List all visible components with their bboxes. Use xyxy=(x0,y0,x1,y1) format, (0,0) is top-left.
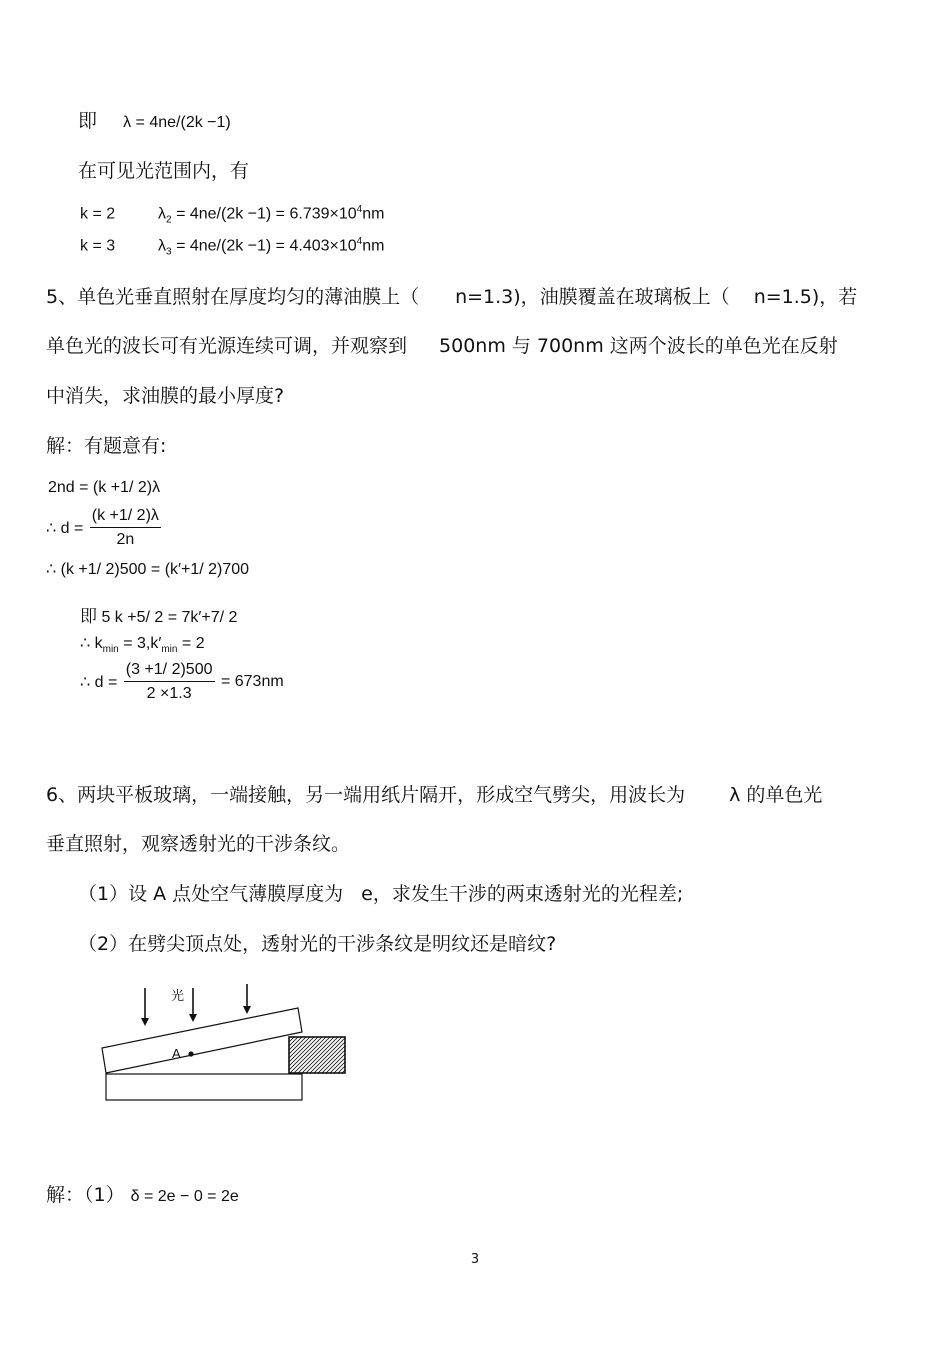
k2-lambda: λ xyxy=(158,205,167,223)
q5-eq-2-fraction xyxy=(90,506,161,550)
q5-eq-6-result: = 673nm xyxy=(220,673,284,690)
q5-eq-2 xyxy=(46,506,163,550)
q5-eq-6-fraction xyxy=(124,660,215,704)
q5-eq-5-c: = 2 xyxy=(177,635,205,652)
light-arrow-1-head xyxy=(141,1018,149,1026)
k3-unit: nm xyxy=(362,237,385,255)
q6-line-2: 垂直照射，观察透射光的干涉条纹。 xyxy=(46,833,351,855)
q5-text-c: n=1.5)，若 xyxy=(753,286,858,308)
paper-spacer xyxy=(289,1037,345,1073)
q5-line-2 xyxy=(46,331,838,358)
q5-eq-4-body: 5 k +5/ 2 = 7k′+7/ 2 xyxy=(101,609,238,626)
q5-eq-5 xyxy=(80,633,205,655)
q5-eq-1: 2nd = (k +1/ 2)λ xyxy=(48,479,161,496)
q5-eq-5-sub2: min xyxy=(161,644,178,656)
formula-line-1 xyxy=(78,106,231,133)
q5-solution-label: 解：有题意有: xyxy=(46,435,167,457)
bottom-glass-plate xyxy=(106,1074,302,1100)
q6-text-b: λ 的单色光 xyxy=(729,784,823,806)
q6-solution xyxy=(46,1180,239,1207)
q5-text-d: 单色光的波长可有光源连续可调，并观察到 xyxy=(46,335,408,357)
light-label: 光 xyxy=(171,989,185,1004)
formula-lambda: λ = 4ne/(2k −1) xyxy=(123,114,231,131)
q5-line-1 xyxy=(46,282,857,309)
k3-eq: = 4ne/(2k −1) = 4.403×10 xyxy=(176,237,357,255)
q6-text-a: 6、两块平板玻璃，一端接触，另一端用纸片隔开，形成空气劈尖，用波长为 xyxy=(46,784,686,806)
k2-sub: 2 xyxy=(166,214,172,226)
top-glass-plate xyxy=(102,1008,302,1073)
formula-k3 xyxy=(80,236,384,258)
k3-lambda: λ xyxy=(158,237,167,255)
q5-eq-5-a: ∴ k xyxy=(80,635,103,652)
q6-part-2: （2）在劈尖顶点处，透射光的干涉条纹是明纹还是暗纹? xyxy=(78,933,557,955)
q6-part-1-b: e，求发生干涉的两束透射光的光程差; xyxy=(361,883,684,905)
q5-eq-6-denominator: 2 ×1.3 xyxy=(146,685,192,702)
q5-eq-3: ∴ (k +1/ 2)500 = (k′+1/ 2)700 xyxy=(46,561,250,578)
q5-eq-5-b: = 3,k′ xyxy=(118,635,162,652)
q6-part-1 xyxy=(78,879,683,906)
k2-unit: nm xyxy=(362,205,385,223)
visible-range-line: 在可见光范围内，有 xyxy=(78,160,250,182)
k3-label: k = 3 xyxy=(80,237,116,255)
q6-line-1 xyxy=(46,780,822,807)
k3-exp: 4 xyxy=(356,236,363,247)
q5-line-3: 中消失，求油膜的最小厚度? xyxy=(46,385,285,407)
q6-part-1-a: （1）设 A 点处空气薄膜厚度为 xyxy=(78,883,344,905)
q5-eq-5-sub1: min xyxy=(102,644,119,656)
q5-eq-6-numerator: (3 +1/ 2)500 xyxy=(124,660,215,682)
q5-eq-4-prefix: 即 xyxy=(80,607,97,626)
q6-solution-eq: δ = 2e − 0 = 2e xyxy=(130,1188,239,1205)
q5-eq-2-denominator: 2n xyxy=(116,531,135,548)
point-a-label: A xyxy=(172,1046,181,1061)
k2-eq: = 4ne/(2k −1) = 6.739×10 xyxy=(176,205,357,223)
light-arrow-2-head xyxy=(189,1014,197,1022)
q5-text-b: n=1.3)，油膜覆盖在玻璃板上（ xyxy=(455,286,730,308)
k3-sub: 3 xyxy=(166,246,172,258)
formula-prefix: 即 xyxy=(78,110,98,132)
q5-eq-6-prefix: ∴ d = xyxy=(80,674,118,691)
page-number: 3 xyxy=(470,1252,480,1267)
q5-text-a: 5、单色光垂直照射在厚度均匀的薄油膜上（ xyxy=(46,286,420,308)
q5-eq-4 xyxy=(80,602,237,627)
q5-eq-2-prefix: ∴ d = xyxy=(46,520,84,537)
q5-eq-2-numerator: (k +1/ 2)λ xyxy=(90,506,161,528)
q6-solution-label: 解：（1） xyxy=(46,1184,125,1206)
point-a-dot xyxy=(188,1051,193,1056)
light-arrow-3-head xyxy=(243,1006,251,1014)
q5-text-e: 500nm 与 700nm 这两个波长的单色光在反射 xyxy=(439,335,838,357)
k2-exp: 4 xyxy=(356,204,363,215)
formula-k2 xyxy=(80,204,384,226)
air-wedge-figure xyxy=(95,980,355,1110)
q5-eq-6 xyxy=(80,660,284,704)
k2-label: k = 2 xyxy=(80,205,116,223)
